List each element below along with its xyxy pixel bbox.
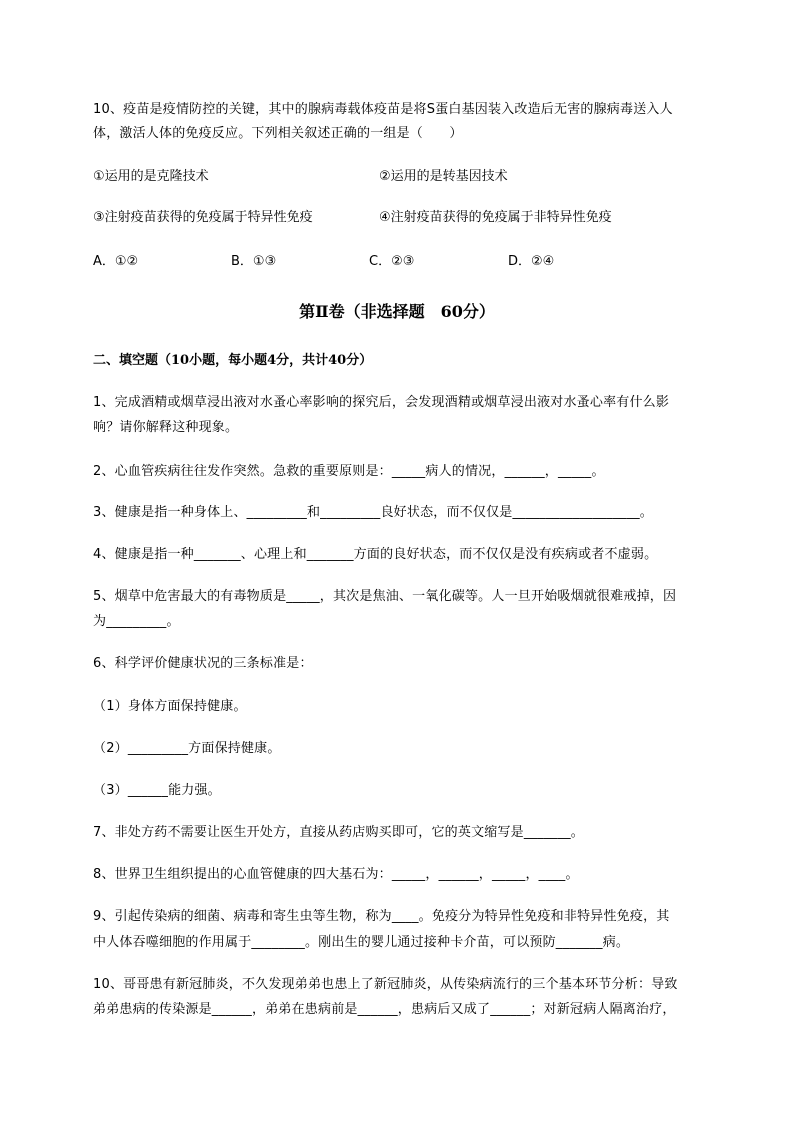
option-d: D．②④ [508,254,555,269]
fill-question-8: 8、世界卫生组织提出的心血管健康的四大基石为：_____，______，_____，____。 [93,867,579,882]
question-10-mc-text-cont: 体，激活人体的免疫反应。下列相关叙述正确的一组是（ ） [93,126,463,141]
fill-question-5-cont: 为_________。 [93,614,180,629]
section-heading: 二、填空题（10小题，每小题4分，共计40分） [93,353,373,368]
statement-1: ①运用的是克隆技术 [93,169,209,184]
statement-4: ④注射疫苗获得的免疫属于非特异性免疫 [379,210,612,225]
statement-2: ②运用的是转基因技术 [379,169,508,184]
fill-question-2: 2、心血管疾病往往发作突然。急救的重要原则是：_____病人的情况，______，_____。 [93,464,605,479]
fill-question-1-cont: 响？请你解释这种现象。 [93,420,239,435]
option-a: A．①② [93,254,139,269]
fill-question-5: 5、烟草中危害最大的有毒物质是_____，其次是焦油、一氧化碳等。人一旦开始吸烟就很难戒掉，因 [93,589,677,604]
fill-question-6-item-1: （1）身体方面保持健康。 [93,699,247,714]
fill-question-10-cont: 弟弟患病的传染源是______，弟弟在患病前是______，患病后又成了______；对新冠病人隔离治疗， [93,1002,676,1017]
question-10-mc-text: 10、疫苗是疫情防控的关键，其中的腺病毒载体疫苗是将S蛋白基因装入改造后无害的腺病毒送入人 [93,102,673,117]
statement-3: ③注射疫苗获得的免疫属于特异性免疫 [93,210,313,225]
fill-question-4: 4、健康是指一种_______、心理上和_______方面的良好状态，而不仅仅是没有疾病或者不虚弱。 [93,547,658,562]
part-2-title: 第Ⅱ卷（非选择题 60分） [299,302,495,321]
fill-question-1: 1、完成酒精或烟草浸出液对水蚤心率影响的探究后，会发现酒精或烟草浸出液对水蚤心率有什么影 [93,395,670,410]
option-b: B．①③ [231,254,277,269]
fill-question-9: 9、引起传染病的细菌、病毒和寄生虫等生物，称为____。免疫分为特异性免疫和非特异性免疫，其 [93,909,670,924]
fill-question-6-item-2: （2）_________方面保持健康。 [93,741,281,756]
fill-question-3: 3、健康是指一种身体上、_________和_________良好状态，而不仅仅是___________________。 [93,505,653,520]
fill-question-9-cont: 中人体吞噬细胞的作用属于________。刚出生的婴儿通过接种卡介苗，可以预防_______病。 [93,935,630,950]
fill-question-10: 10、哥哥患有新冠肺炎，不久发现弟弟也患上了新冠肺炎，从传染病流行的三个基本环节分析：导致 [93,977,678,992]
fill-question-7: 7、非处方药不需要让医生开处方，直接从药店购买即可，它的英文缩写是_______。 [93,825,584,840]
fill-question-6: 6、科学评价健康状况的三条标准是： [93,656,313,671]
fill-question-6-item-3: （3）______能力强。 [93,783,221,798]
option-c: C．②③ [369,254,415,269]
